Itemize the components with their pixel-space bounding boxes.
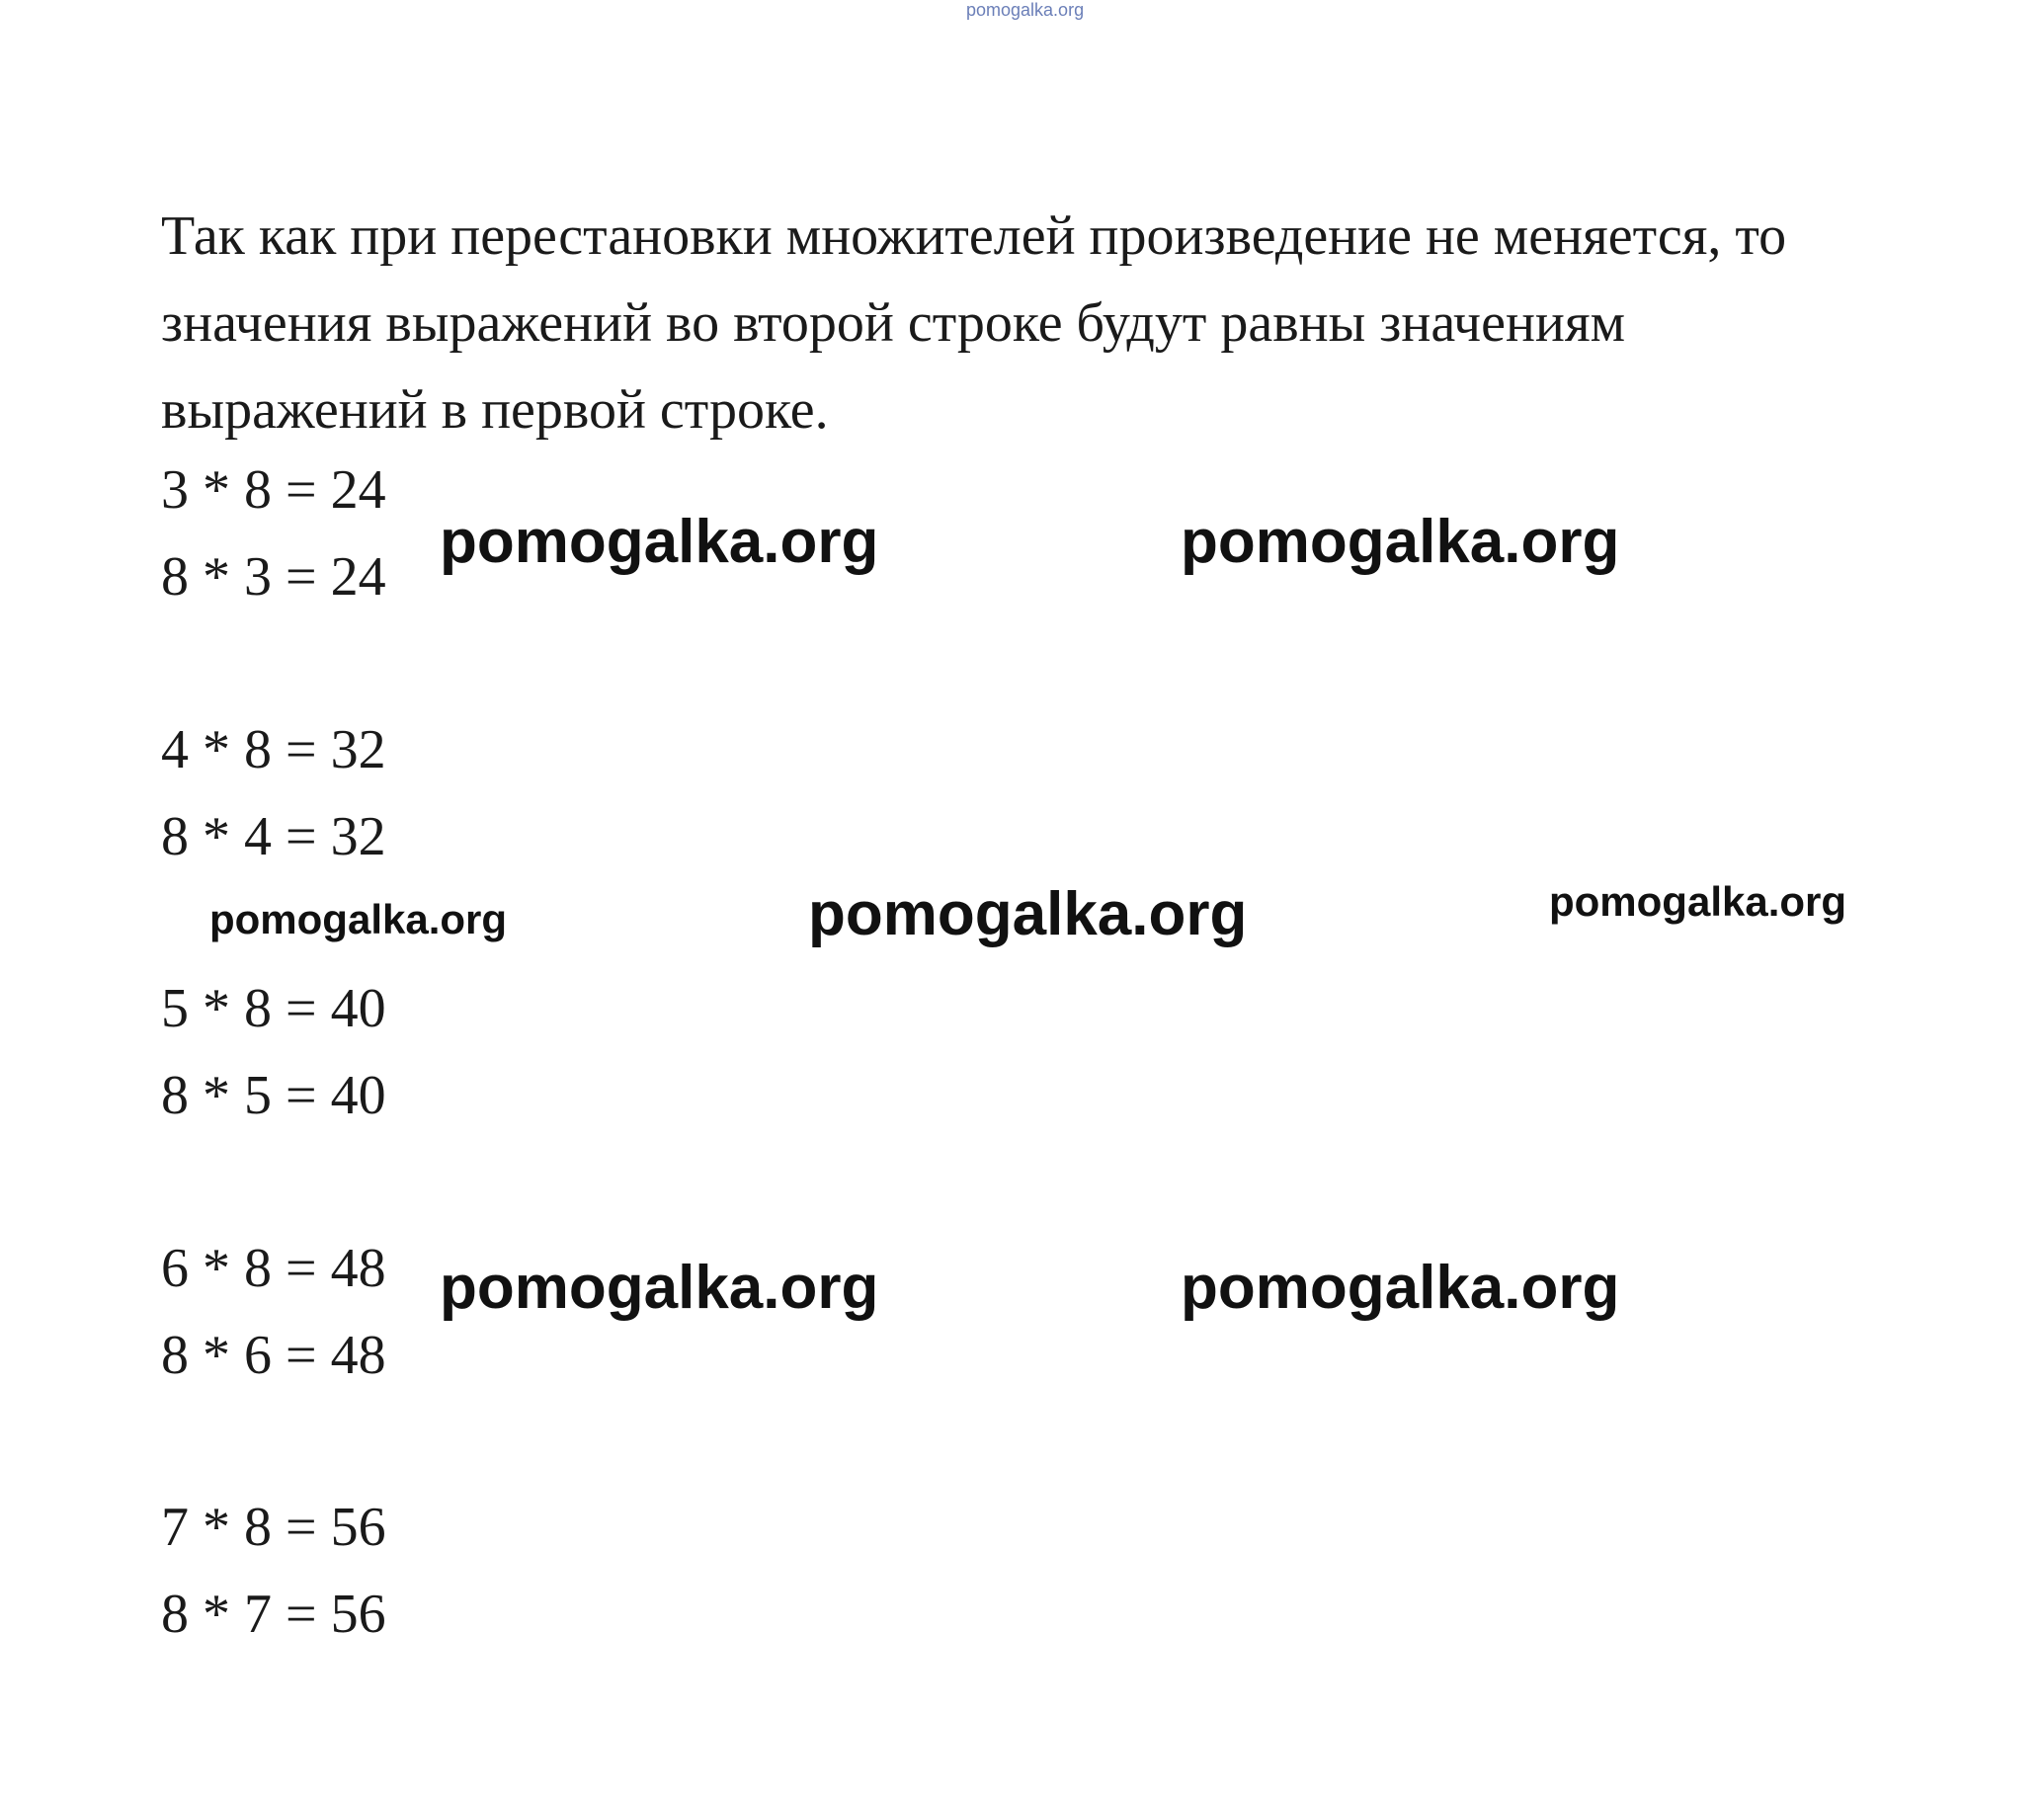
explanation-paragraph: [161, 193, 1939, 453]
equation: 8 * 7 = 56: [161, 1584, 386, 1645]
equation: 8 * 6 = 48: [161, 1325, 386, 1386]
paragraph-line: выражений в первой строке.: [161, 379, 829, 441]
watermark: pomogalka.org: [440, 1254, 879, 1322]
equation: 7 * 8 = 56: [161, 1497, 386, 1558]
equation: 4 * 8 = 32: [161, 719, 386, 780]
equation: 3 * 8 = 24: [161, 459, 386, 521]
watermark: pomogalka.org: [209, 896, 508, 942]
equation: 8 * 3 = 24: [161, 546, 386, 608]
watermark: pomogalka.org: [1181, 1254, 1620, 1322]
watermark: pomogalka.org: [1181, 508, 1620, 576]
header-watermark: pomogalka.org: [966, 0, 1085, 20]
equation: 5 * 8 = 40: [161, 978, 386, 1039]
watermark: pomogalka.org: [808, 880, 1248, 948]
equation: 8 * 5 = 40: [161, 1065, 386, 1126]
paragraph-line: Так как при перестановки множителей произведение не меняется, то: [161, 205, 1787, 267]
watermark: pomogalka.org: [1549, 878, 1847, 925]
equation: 8 * 4 = 32: [161, 806, 386, 867]
paragraph-line: значения выражений во второй строке будут равны значениям: [161, 292, 1626, 354]
watermark: pomogalka.org: [440, 508, 879, 576]
equation: 6 * 8 = 48: [161, 1238, 386, 1299]
